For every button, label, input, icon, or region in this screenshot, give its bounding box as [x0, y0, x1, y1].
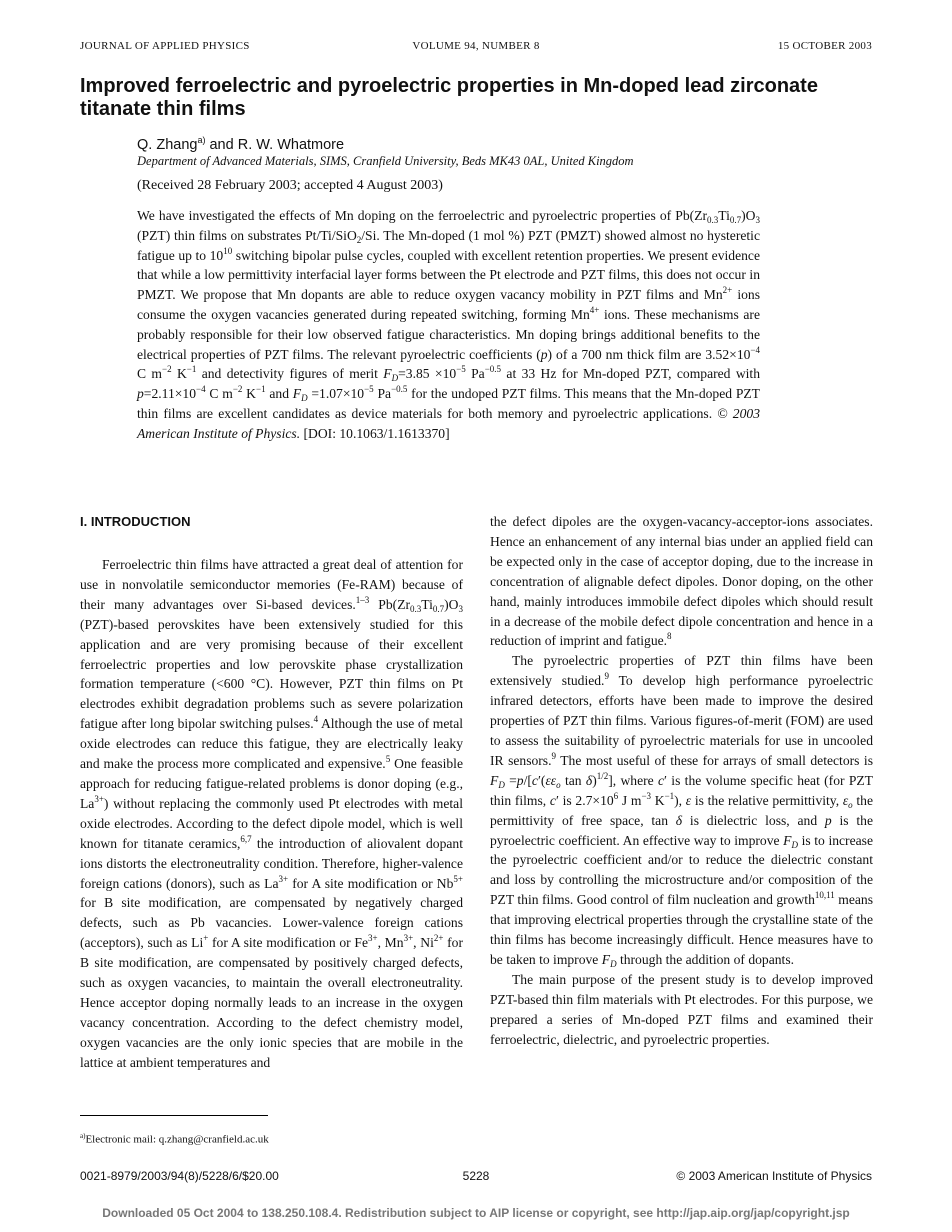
body-paragraph: The main purpose of the present study is to develop improved PZT-based thin film materials with Pt electrodes. For this purpose, we prepared a series of Mn-doped PZT films and examined their ferroelectric, dielectric, and pyroelectric properties. [490, 971, 873, 1047]
footer-article-code: 0021-8979/2003/94(8)/5228/6/$20.00 [80, 1169, 279, 1183]
body-column-left [80, 512, 463, 1073]
footer-page-number: 5228 [462, 1169, 490, 1183]
footer-copyright: © 2003 American Institute of Physics [676, 1169, 872, 1183]
abstract-copyright: © 2003 American Institute of Physics. [137, 405, 760, 441]
author-name: Q. Zhang [137, 136, 198, 153]
author-affiliation: Department of Advanced Materials, SIMS, Cranfield University, Beds MK43 0AL, United Kingdom [137, 154, 634, 168]
download-notice: Downloaded 05 Oct 2004 to 138.250.108.4. Redistribution subject to AIP license or copyright, see http://jap.aip.org/jap/copyright.jsp [102, 1206, 850, 1220]
body-paragraph: Ferroelectric thin films have attracted a great deal of attention for use in nonvolatile semiconductor memories (Fe-RAM) because of their many advantages over Si-based devices.$^{1-3}$ $Pb(Zr_{0.3}Ti_{0.7})O_3$ (PZT)-based perovskites have been extensively studied for this application and are very promising because of their excellent ferroelectric properties and low perovskite phase crystallization formation temperature (<600 °C). However, PZT thin films on Pt electrodes exhibit degradation problems such as severe polarization fatigue after long bipolar switching pulses.$^4$ Although the use of metal oxide electrodes can reduce this fatigue, they are electrically leaky and make the process more complicated and expensive.$^5$ One feasible approach for reducing fatigue-related problems is donor doping (e.g., $La^{3+}$) without replacing the commonly used Pt electrodes with metal oxide electrodes. According to the defect dipole model, which is well known for titanate ceramics,$^{6,7}$ the introduction of aliovalent dopant ions distorts the electroneutrality condition. Therefore, higher-valence foreign cations (donors), such as $La^{3+}$ for A site modification or $Nb^{5+}$ for B site modification, are compensated by negatively charged defects, such as Pb vacancies. Lower-valence foreign cations (acceptors), such as Li+ for A site modification or $Fe^{3+}$, $Mn^{3+}$, $Ni^{2+}$ for B site modification, are compensated by positively charged defects, such as oxygen vacancies, to maintain the overall electroneutrality. Hence acceptor doping normally leads to an increase in the oxygen vacancy concentration. According to the defect chemistry model, oxygen vacancies are the only ionic species that are mobile in the lattice at ambient temperatures and [80, 557, 463, 1070]
abstract: We have investigated the effects of Mn doping on the ferroelectric and pyroelectric properties of $Pb(Zr_{0.3}Ti_{0.7})O_3$ (PZT) thin films on substrates Pt/Ti/SiO$_2$/Si. The Mn-doped (1 mol %) PZT (PMZT) showed almost no hysteretic fatigue up to $10^{10}$ switching bipolar pulse cycles, coupled with excellent retention properties. We present evidence that while a low permittivity interfacial layer forms between the Pt electrode and PZT films, this does not occur in PMZT. We propose that Mn dopants are able to reduce oxygen vacancy mobility in PZT films and $Mn^{2+}$ ions consume the oxygen vacancies generated during repeated switching, forming $Mn^{4+}$ ions. These mechanisms are probably responsible for their low observed fatigue characteristics. Mn doping brings additional benefits to the electrical properties of PZT films. The relevant pyroelectric coefficients (p) of a 700 nm thick film are $3.52\times 10^{-4}$ C $m^{-2}$ $K^{-1}$ and detectivity figures of merit $F_D=3.85 \times 10^{-5}$ $Pa^{-0.5}$ at 33 Hz for Mn-doped PZT, compared with $p=2.11\times 10^{-4}$ C $m^{-2}$ $K^{-1}$ and $F_D =1.07\times 10^{-5}$ $Pa^{-0.5}$ for the undoped PZT films. This means that the Mn-doped PZT thin films are excellent candidates as device materials for both memory and pyroelectric applications. © 2003 American Institute of Physics. [DOI: 10.1063/1.1613370] [137, 208, 761, 441]
footnote-text: Electronic mail: q.zhang@cranfield.ac.uk [85, 1133, 269, 1146]
author-names-rest: and R. W. Whatmore [205, 136, 345, 153]
body-paragraph: the defect dipoles are the oxygen-vacancy-acceptor-ions associates. Hence an enhancement of any internal bias under an applied field can be expected only in the case of acceptor doping, due to the increase in concentration of alignable defect dipoles. Donor doping, on the other hand, mainly introduces immobile defect dipoles which should result in a decrease of the mobile defect dipole concentration and hence in a reduction of imprint and fatigue.$^8$ [490, 514, 873, 649]
footnote-mark: a) [80, 1132, 86, 1140]
author-footnote-mark: a) [197, 135, 206, 145]
running-header-journal: JOURNAL OF APPLIED PHYSICS [80, 40, 250, 52]
footnote-divider [80, 1115, 268, 1116]
abstract-doi: [DOI: 10.1063/1.1613370] [303, 425, 450, 441]
body-paragraph: The pyroelectric properties of PZT thin films have been extensively studied.$^9$ To develop high performance pyroelectric infrared detectors, efforts have been made to improve the desired properties of PZT thin films. Various figures-of-merit (FOM) are used to assess the suitability of pyroelectric materials for use in uncooled IR sensors.$^9$ The most useful of these for arrays of small detectors is $F_D =p/[c'(\varepsilon\varepsilon_o$ tan δ)$^{1/2}$], where c′ is the volume specific heat (for PZT thin films, c′ is $2.7\times 10^6$ J $m^{-3}$ $K^{-1}$), ε is the relative permittivity, $\varepsilon_o$ the permittivity of free space, tan δ is dielectric loss, and p is the pyroelectric coefficient. An effective way to improve $F_D$ is to increase the pyroelectric coefficient and/or to reduce the dielectric constant and loss by controlling the microstructure and/or composition of the PZT thin films. Good control of film nucleation and growth$^{10,11}$ means that improving electrical properties through the crystalline state of the thin films has become increasingly difficult. Hence measures have to be taken to improve $F_D$ through the addition of dopants. [490, 653, 873, 969]
footnote [80, 1132, 269, 1146]
section-heading: I. INTRODUCTION [80, 514, 191, 529]
received-dates: (Received 28 February 2003; accepted 4 August 2003) [137, 178, 443, 193]
running-header-volume: VOLUME 94, NUMBER 8 [412, 40, 540, 52]
body-column-right [490, 512, 873, 1049]
running-header-date: 15 OCTOBER 2003 [777, 40, 872, 52]
article-title: Improved ferroelectric and pyroelectric properties in Mn-doped lead zirconate titanate thin films [80, 75, 818, 120]
author-list [137, 135, 344, 153]
